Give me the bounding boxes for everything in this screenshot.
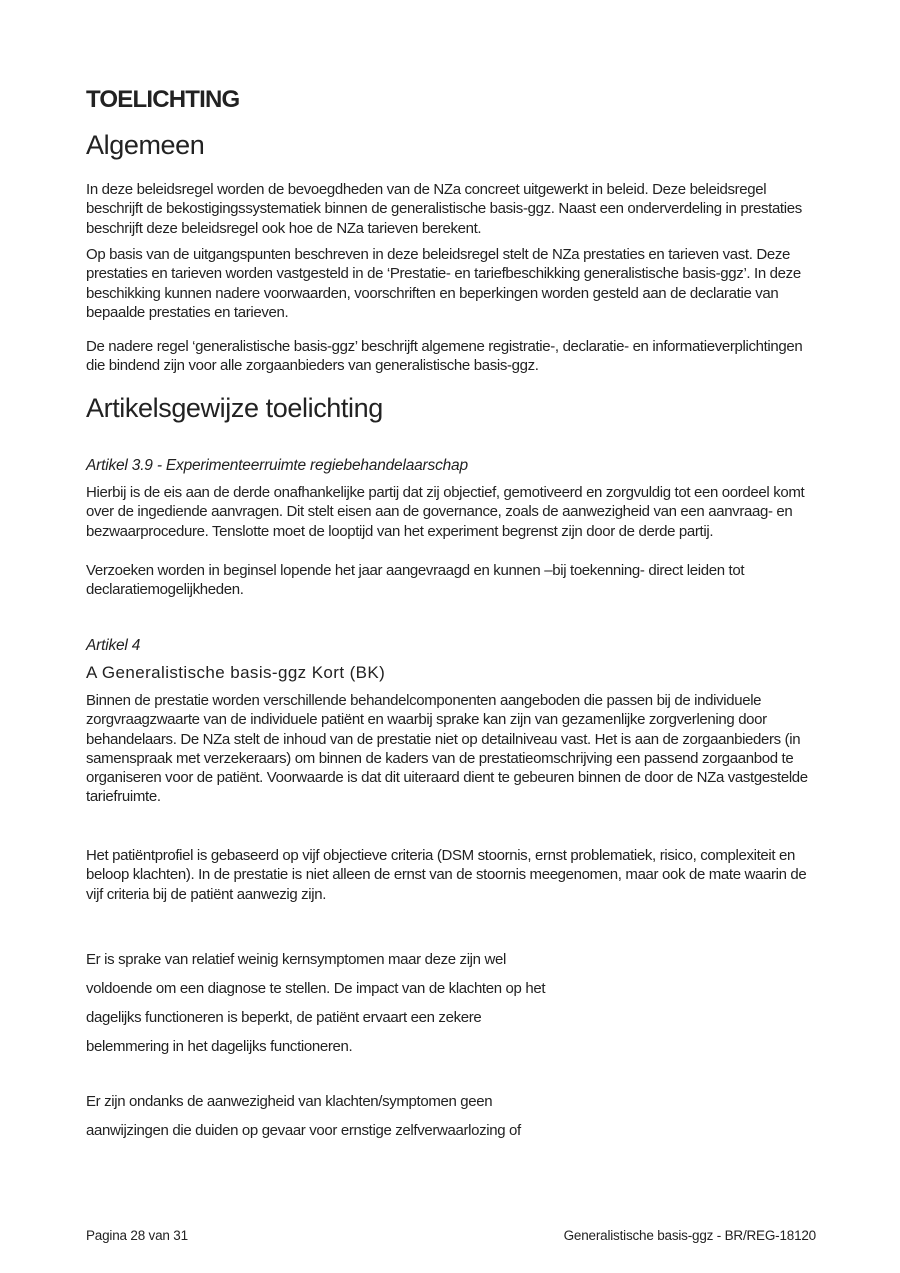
paragraph-artikel-3-9-1: Hierbij is de eis aan de derde onafhankelijke partij dat zij objectief, gemotiveerd en zorgvuldig tot een oordeel komt over de ingediende aanvragen. Dit stelt eisen aan de governance, zoals de aanwezigheid van een aanvraag- en bezwaarprocedure. Tenslotte moet de looptijd van het experiment begrenst zijn door de derde partij. xyxy=(86,484,805,540)
profile-line: dagelijks functioneren is beperkt, de patiënt ervaart een zekere xyxy=(86,1009,482,1026)
risk-line: Er zijn ondanks de aanwezigheid van klachten/symptomen geen xyxy=(86,1093,493,1110)
section-heading-artikelsgewijze: Artikelsgewijze toelichting xyxy=(86,393,383,423)
paragraph-algemeen-1: In deze beleidsregel worden de bevoegdheden van de NZa concreet uitgewerkt in beleid. Deze beleidsregel beschrijft de bekostigingssystematiek binnen de generalistische basis-ggz. Naast een onderverdeling in prestaties beschrijft deze beleidsregel ook hoe de NZa tarieven berekent. xyxy=(86,181,802,237)
profile-line: voldoende om een diagnose te stellen. De impact van de klachten op het xyxy=(86,980,546,997)
footer-page-indicator: Pagina 28 van 31 xyxy=(86,1228,188,1243)
profile-line: Er is sprake van relatief weinig kernsymptomen maar deze zijn wel xyxy=(86,951,506,968)
section-heading-algemeen: Algemeen xyxy=(86,130,205,160)
risk-description-lines xyxy=(86,1087,822,1145)
paragraph-artikel-4-1: Binnen de prestatie worden verschillende behandelcomponenten aangeboden die passen bij de individuele zorgvraagzwaarte van de individuele patiënt en waarbij sprake kan zijn van gezamenlijke zorgverlening door behandelaars. De NZa stelt de inhoud van de prestatie niet op detailniveau vast. Het is aan de zorgaanbieders (in samenspraak met verzekeraars) om binnen de kaders van de prestatieomschrijving een passend zorgaanbod te organiseren voor de patiënt. Voorwaarde is dat dit uiteraard dient te gebeuren binnen de door de NZa vastgestelde tariefruimte. xyxy=(86,692,808,806)
profile-line: belemmering in het dagelijks functioneren. xyxy=(86,1038,353,1055)
paragraph-algemeen-2: Op basis van de uitgangspunten beschreven in deze beleidsregel stelt de NZa prestaties en tarieven vast. Deze prestaties en tarieven worden vastgesteld in de ‘Prestatie- en tariefbeschikking generalistische basis-ggz’. In deze beschikking kunnen nadere voorwaarden, voorschriften en beperkingen worden gesteld aan de declaratie van bepaalde prestaties en tarieven. xyxy=(86,246,801,321)
article-heading-3-9: Artikel 3.9 - Experimenteerruimte regiebehandelaarschap xyxy=(86,457,468,474)
page-title: TOELICHTING xyxy=(86,86,240,113)
risk-line: aanwijzingen die duiden op gevaar voor ernstige zelfverwaarlozing of xyxy=(86,1122,521,1139)
paragraph-artikel-3-9-2: Verzoeken worden in beginsel lopende het jaar aangevraagd en kunnen –bij toekenning- direct leiden tot declaratiemogelijkheden. xyxy=(86,562,745,599)
profile-description-lines xyxy=(86,945,822,1061)
paragraph-algemeen-3: De nadere regel ‘generalistische basis-ggz’ beschrijft algemene registratie-, declaratie- en informatieverplichtingen die bindend zijn voor alle zorgaanbieders van generalistische basis-ggz. xyxy=(86,338,803,375)
article-heading-4: Artikel 4 xyxy=(86,637,141,654)
footer-document-reference: Generalistische basis-ggz - BR/REG-18120 xyxy=(563,1228,816,1243)
article-4-subheading: A Generalistische basis-ggz Kort (BK) xyxy=(86,663,386,682)
paragraph-artikel-4-2: Het patiëntprofiel is gebaseerd op vijf objectieve criteria (DSM stoornis, ernst problematiek, risico, complexiteit en beloop klachten). In de prestatie is niet alleen de ernst van de stoornis meegenomen, maar ook de mate waarin de vijf criteria bij de patiënt aanwezig zijn. xyxy=(86,847,807,903)
